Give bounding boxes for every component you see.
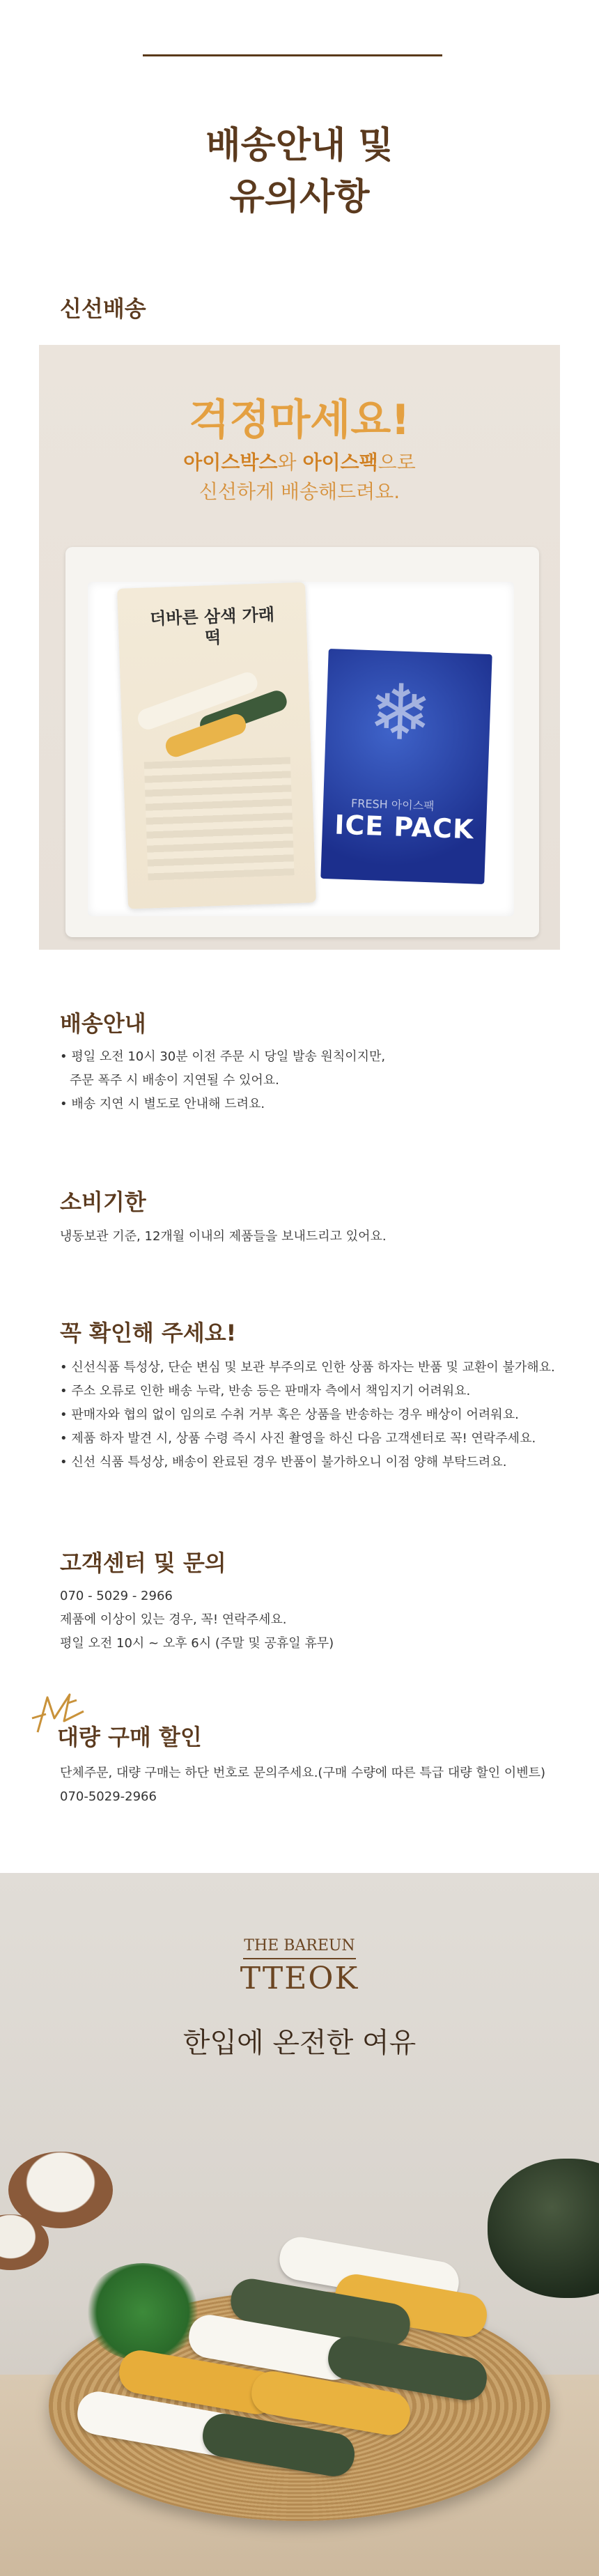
brand-divider [243, 1958, 356, 1959]
check-item: • 신선식품 특성상, 단순 변심 및 보관 부주의로 인한 상품 하자는 반품 및 교환이 불가해요. [60, 1360, 555, 1375]
page-title [0, 120, 599, 223]
bulk-body [60, 1761, 545, 1809]
pumpkin [488, 2159, 599, 2298]
cs-phone: 070 - 5029 - 2966 [60, 1589, 173, 1603]
bulk-heading: 대량 구매 할인 [57, 1724, 202, 1750]
page-title-line2: 유의사항 [229, 176, 370, 218]
cs-body [60, 1584, 334, 1656]
check-heading: 꼭 확인해 주세요! [60, 1320, 237, 1346]
check-item: • 주소 오류로 인한 배송 누락, 반송 등은 판매자 측에서 책임지기 어려워요. [60, 1384, 471, 1398]
shipping-heading: 배송안내 [60, 1010, 146, 1037]
ice-pack-label: ICE PACK [334, 809, 475, 845]
ice-box-photo [39, 345, 560, 950]
photo-sub-mid: 와 [277, 451, 303, 474]
package-title: 더바른 삼색 가래떡 [149, 604, 275, 648]
shipping-body [60, 1045, 385, 1116]
photo-subtitle [39, 448, 560, 507]
check-item: • 신선 식품 특성상, 배송이 완료된 경우 반품이 불가하오니 이점 양해 부탁드려요. [60, 1455, 507, 1470]
ice-pack-fresh-label: FRESH 아이스팩 [350, 796, 435, 813]
ice-pack [320, 649, 492, 884]
photo-sub-strong1: 아이스박스 [183, 451, 278, 474]
tteok-package [117, 582, 316, 909]
brand-top: THE BAREUN [244, 1937, 355, 1954]
photo-sub-line2: 신선하게 배송해드려요. [199, 480, 400, 503]
shipping-item: • 평일 오전 10시 30분 이전 주문 시 당일 발송 원칙이지만, [60, 1049, 386, 1064]
cs-notice: 제품에 이상이 있는 경우, 꼭! 연락주세요. [60, 1612, 287, 1627]
banner-slogan: 한입에 온전한 여유 [182, 2027, 417, 2059]
bulk-text: 단체주문, 대량 구매는 하단 번호로 문의주세요.(구매 수량에 따른 특급 대량 할인 이벤트) [60, 1766, 546, 1780]
photo-sub-end: 으로 [378, 451, 416, 474]
snowflake-icon: ❄ [366, 667, 435, 759]
check-body [60, 1356, 555, 1474]
shipping-item: • 배송 지연 시 별도로 안내해 드려요. [60, 1097, 265, 1111]
fresh-heading: 신선배송 [60, 295, 146, 322]
brand-banner [0, 1873, 599, 2576]
photo-sub-strong2: 아이스팩 [302, 451, 378, 474]
cs-heading: 고객센터 및 문의 [60, 1550, 226, 1576]
top-divider [143, 54, 442, 56]
herb-leaves [84, 2263, 202, 2361]
photo-headline: 걱정마세요! [189, 396, 410, 445]
check-item: • 판매자와 협의 없이 임의로 수취 거부 혹은 상품을 반송하는 경우 배상이 어려워요. [60, 1407, 519, 1422]
bulk-phone: 070-5029-2966 [60, 1789, 157, 1804]
expiry-heading: 소비기한 [60, 1189, 146, 1215]
expiry-text: 냉동보관 기준, 12개월 이내의 제품들을 보내드리고 있어요. [60, 1229, 387, 1244]
cs-hours: 평일 오전 10시 ~ 오후 6시 (주말 및 공휴일 휴무) [60, 1636, 334, 1651]
shipping-item: 주문 폭주 시 배송이 지연될 수 있어요. [70, 1073, 279, 1088]
page-title-line1: 배송안내 및 [205, 125, 394, 167]
brand-logo: TTEOK [240, 1961, 359, 1996]
package-label-table [144, 757, 295, 880]
check-item: • 제품 하자 발견 시, 상품 수령 즉시 사진 촬영을 하신 다음 고객센터로 꼭! 연락주세요. [60, 1431, 536, 1446]
